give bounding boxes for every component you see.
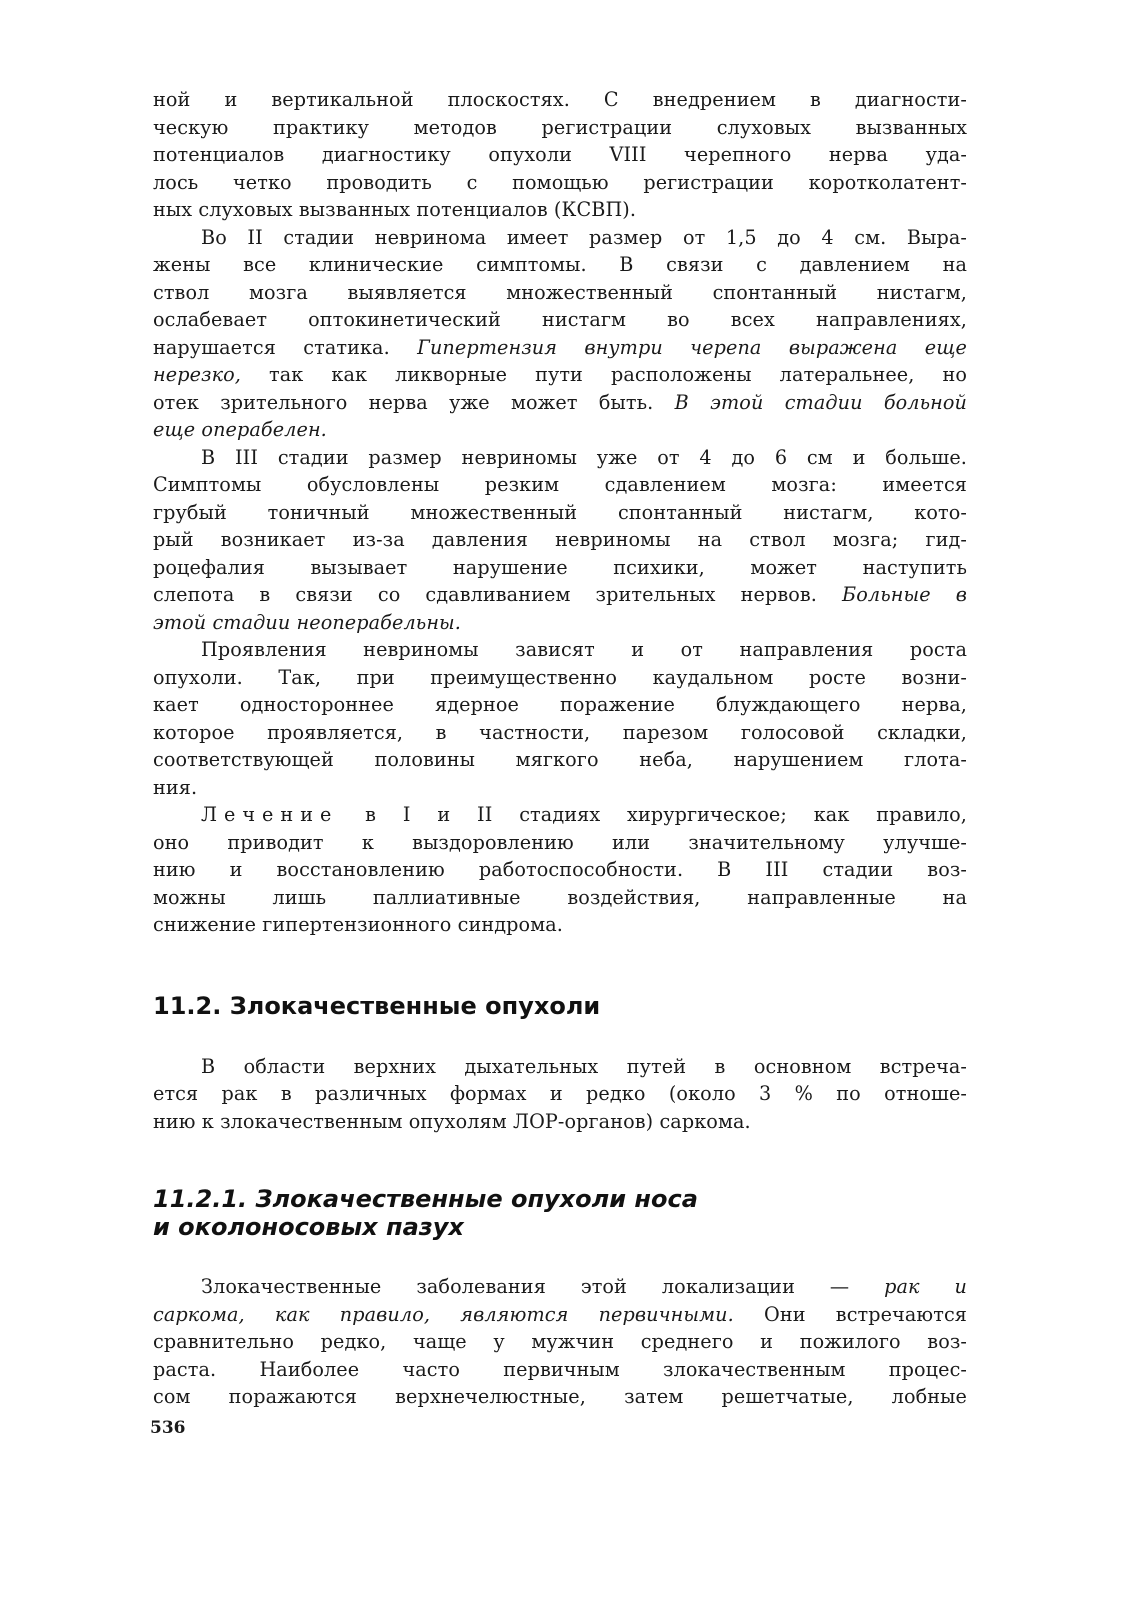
text-line: снижение гипертензионного синдрома. xyxy=(153,913,563,936)
text-run: так как ликворные пути расположены латеральнее, но xyxy=(241,363,967,386)
paragraph-nose-tumors xyxy=(153,1273,967,1411)
italic-run: нерезко, xyxy=(153,363,242,386)
text-line: можны лишь паллиативные воздействия, направленные на xyxy=(153,885,967,909)
text-line: кает одностороннее ядерное поражение блуждающего нерва, xyxy=(153,693,967,716)
text-line: оно приводит к выздоровлению или значительному улучше- xyxy=(153,830,967,854)
text-line: В III стадии размер невриномы уже от 4 до 6 см и больше. xyxy=(201,445,967,469)
subsection-heading-line: 11.2.1. Злокачественные опухоли носа xyxy=(153,1185,698,1213)
paragraph-stage-3 xyxy=(153,444,967,637)
text-line xyxy=(153,361,967,389)
italic-run: рак и xyxy=(884,1275,968,1298)
text-line: ческую практику методов регистрации слуховых вызванных xyxy=(153,115,967,139)
text-line xyxy=(153,334,967,362)
text-line: еще операбелен. xyxy=(153,418,327,441)
text-line xyxy=(153,581,967,609)
page-body xyxy=(153,86,967,1411)
text-run: Они встречаются xyxy=(733,1302,967,1326)
text-line: лось четко проводить с помощью регистрации коротколатент- xyxy=(153,170,967,194)
text-line xyxy=(153,1273,967,1301)
text-line: ослабевает оптокинетический нистагм во всех направлениях, xyxy=(153,308,967,331)
text-line: рый возникает из-за давления невриномы на ствол мозга; гид- xyxy=(153,528,967,551)
text-line: ной и вертикальной плоскостях. С внедрением в диагности- xyxy=(153,88,967,111)
text-line: Во II стадии невринома имеет размер от 1,5 до 4 см. Выра- xyxy=(201,225,967,249)
paragraph-treatment xyxy=(153,801,967,939)
text-line: Проявления невриномы зависят и от направления роста xyxy=(201,638,967,661)
text-line: ется рак в различных формах и редко (около 3 % по отноше- xyxy=(153,1082,967,1105)
text-run: Злокачественные заболевания этой локализации — xyxy=(201,1275,885,1298)
text-line: нию и восстановлению работоспособности. В III стадии воз- xyxy=(153,858,967,881)
text-run: слепота в связи со сдавливанием зрительных нервов. xyxy=(153,583,843,606)
text-line: грубый тоничный множественный спонтанный нистагм, кото- xyxy=(153,500,967,524)
paragraph-stage-2 xyxy=(153,224,967,444)
text-line xyxy=(153,801,967,829)
text-run: нарушается статика. xyxy=(153,335,418,359)
text-line: роцефалия вызывает нарушение психики, может наступить xyxy=(153,555,967,579)
text-line: ствол мозга выявляется множественный спонтанный нистагм, xyxy=(153,280,967,304)
text-run: в I и II стадиях хирургическое; как правило, xyxy=(338,803,967,826)
page-number: 536 xyxy=(150,1418,186,1438)
text-line xyxy=(153,389,967,417)
paragraph-malignant-intro xyxy=(153,1053,967,1136)
subsection-heading-line: и околоносовых пазух xyxy=(153,1213,464,1241)
italic-run: Гипертензия внутри черепа выражена еще xyxy=(417,335,967,359)
text-line: жены все клинические симптомы. В связи с давлением на xyxy=(153,253,967,276)
text-line: соответствующей половины мягкого неба, нарушением глота- xyxy=(153,748,967,771)
italic-run: В этой стадии больной xyxy=(674,390,968,414)
subsection-heading-11-2-1 xyxy=(153,1185,967,1241)
section-heading-11-2: 11.2. Злокачественные опухоли xyxy=(153,991,601,1020)
italic-run: саркома, как правило, являются первичными. xyxy=(153,1302,734,1326)
text-line: ных слуховых вызванных потенциалов (КСВП). xyxy=(153,198,637,221)
text-line: нию к злокачественным опухолям ЛОР-органов) саркома. xyxy=(153,1109,751,1133)
paragraph-ksvp xyxy=(153,86,967,224)
text-line: этой стадии неоперабельны. xyxy=(153,610,461,634)
italic-run: Больные в xyxy=(842,583,967,606)
text-line xyxy=(153,1301,967,1329)
text-line: сравнительно редко, чаще у мужчин среднего и пожилого воз- xyxy=(153,1330,967,1353)
text-line: потенциалов диагностику опухоли VIII черепного нерва уда- xyxy=(153,143,967,166)
text-line: сом поражаются верхнечелюстные, затем решетчатые, лобные xyxy=(153,1385,967,1408)
text-line: которое проявляется, в частности, парезом голосовой складки, xyxy=(153,720,967,744)
spaced-run: Лечение xyxy=(201,803,339,826)
text-run: отек зрительного нерва уже может быть. xyxy=(153,390,675,414)
text-line: ния. xyxy=(153,775,198,799)
text-line: опухоли. Так, при преимущественно каудальном росте возни- xyxy=(153,665,967,689)
text-line: раста. Наиболее часто первичным злокачественным процес- xyxy=(153,1357,967,1381)
text-line: В области верхних дыхательных путей в основном встреча- xyxy=(201,1054,967,1078)
text-line: Симптомы обусловлены резким сдавлением мозга: имеется xyxy=(153,473,967,496)
paragraph-growth-direction xyxy=(153,636,967,801)
